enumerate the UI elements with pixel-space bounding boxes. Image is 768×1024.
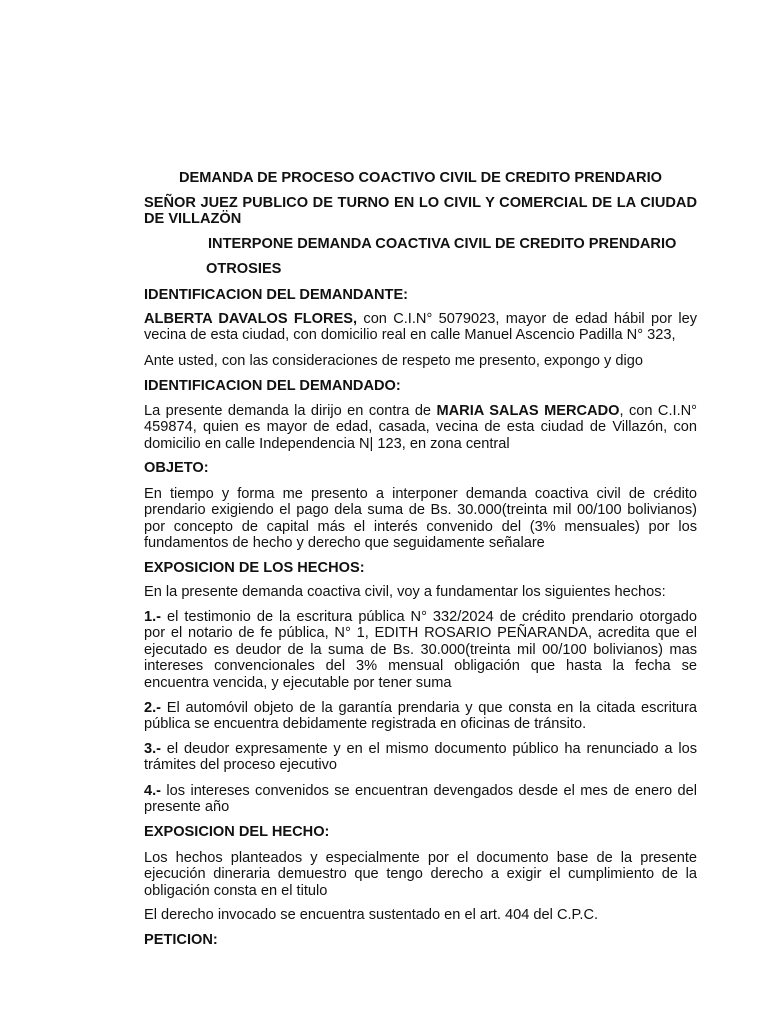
law-reference: El derecho invocado se encuentra sustentado en el art. 404 del C.P.C. [144, 907, 599, 923]
fact-item-3 [144, 741, 697, 774]
plaintiff-paragraph [144, 311, 697, 344]
fact-item-4 [144, 783, 697, 816]
defendant-text-after: , con C.I.N° 459874, quien es mayor de edad, casada, vecina de esta ciudad de Villazón, con domicilio en calle Independencia N| 123, en zona central [144, 403, 697, 452]
plaintiff-intro: Ante usted, con las consideraciones de respeto me presento, expongo y digo [144, 353, 643, 369]
plaintiff-heading: IDENTIFICACION DEL DEMANDANTE: [144, 287, 409, 303]
fact-item-text: el testimonio de la escritura pública N° 332/2024 de crédito prendario otorgado por el notario de fe pública, N° 1, EDITH ROSARIO PEÑARANDA, acredita que el ejecutado es deudor de la suma de Bs. 30.000(treinta mil 00/100 bolivianos) mas intereses convencionales del 3% mensual obligación que hasta la fecha se encuentra vencida, y ejecutable por tener suma [144, 609, 697, 691]
document-subtitle: INTERPONE DEMANDA COACTIVA CIVIL DE CREDITO PRENDARIO [208, 236, 677, 252]
facts-intro: En la presente demanda coactiva civil, voy a fundamentar los siguientes hechos: [144, 584, 666, 600]
petition-heading: PETICION: [144, 932, 218, 948]
fact-item-number: 1.- [144, 609, 162, 625]
plaintiff-name: ALBERTA DAVALOS FLORES, [144, 311, 358, 327]
plaintiff-details: con C.I.N° 5079023, mayor de edad hábil por ley vecina de esta ciudad, con domicilio real en calle Manuel Ascencio Padilla N° 323, [144, 311, 698, 344]
defendant-paragraph [144, 403, 697, 452]
fact-item-number: 2.- [144, 700, 162, 716]
fact-item-text: los intereses convenidos se encuentran devengados desde el mes de enero del presente año [144, 783, 697, 816]
fact-item-2 [144, 700, 697, 733]
otrosies-label: OTROSIES [206, 261, 282, 277]
fact-item-text: El automóvil objeto de la garantía prendaria y que consta en la citada escritura pública se encuentra debidamente registrada en oficinas de tránsito. [144, 700, 697, 733]
defendant-text-before: La presente demanda la dirijo en contra de [144, 403, 437, 419]
object-paragraph: En tiempo y forma me presento a interponer demanda coactiva civil de crédito prendario exigiendo el pago dela suma de Bs. 30.000(treinta mil 00/100 bolivianos) por concepto de capital más el interés convenido del (3% mensuales) por los fundamentos de hecho y derecho que seguidamente señalare [144, 486, 697, 552]
facts-heading: EXPOSICION DE LOS HECHOS: [144, 560, 365, 576]
defendant-heading: IDENTIFICACION DEL DEMANDADO: [144, 378, 401, 394]
object-heading: OBJETO: [144, 460, 209, 476]
fact-heading: EXPOSICION DEL HECHO: [144, 824, 330, 840]
fact-paragraph: Los hechos planteados y especialmente por el documento base de la presente ejecución dineraria demuestro que tengo derecho a exigir el cumplimiento de la obligación consta en el titulo [144, 850, 697, 899]
defendant-name: MARIA SALAS MERCADO [436, 403, 620, 419]
addressee: SEÑOR JUEZ PUBLICO DE TURNO EN LO CIVIL Y COMERCIAL DE LA CIUDAD DE VILLAZÖN [144, 195, 697, 228]
fact-item-number: 4.- [144, 783, 162, 799]
fact-item-1 [144, 609, 697, 691]
fact-item-number: 3.- [144, 741, 162, 757]
document-title: DEMANDA DE PROCESO COACTIVO CIVIL DE CREDITO PRENDARIO [179, 170, 662, 186]
fact-item-text: el deudor expresamente y en el mismo documento público ha renunciado a los trámites del proceso ejecutivo [144, 741, 697, 774]
